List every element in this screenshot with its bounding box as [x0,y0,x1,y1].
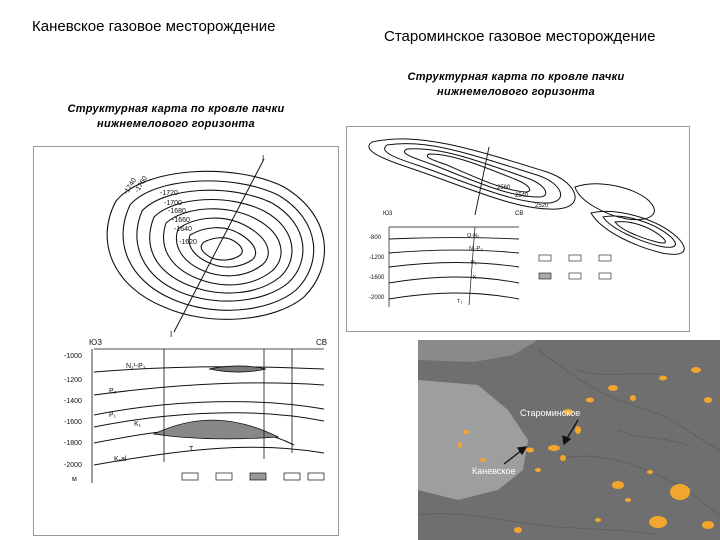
right-title: Староминское газовое месторождение [384,28,656,45]
depth-label: -1200 [369,255,385,261]
section-left-label: Ю3 [383,211,393,217]
section-legend [182,473,324,480]
section-left-label: ЮЗ [89,338,102,347]
depth-label: -1200 [64,377,82,384]
depth-label: -1400 [64,398,82,405]
sea-area [418,380,528,500]
depth-label: -1600 [64,419,82,426]
layer-label: Q-N₂ [467,233,480,239]
contour-label: -1640 [174,226,192,233]
layer-label: K [473,275,477,281]
contour-label: 2520 [535,203,549,209]
right-caption-line1: Структурная карта по кровле пачки [407,71,625,83]
kanevskoe-cross-section [64,338,327,483]
kanevskoe-figure [33,146,339,536]
depth-label: -1600 [369,275,385,281]
sea-area [418,340,538,362]
contour-label: -1760 [133,175,150,195]
section-right-label: СВ [515,211,524,217]
depth-label: -1800 [64,440,82,447]
layer-label: P₂ [471,260,477,266]
map-label-starominskoe: Староминское [520,408,581,418]
layer-label: K₁al [114,456,127,463]
right-caption [396,70,636,100]
layer-label: K₁ [134,421,142,428]
contour-label: -1660 [172,217,190,224]
kanevskoe-structural-map [34,147,338,535]
starominskoe-figure [346,126,690,332]
contour-label: -1720 [160,190,178,197]
profile-line [475,147,489,215]
section-right-label: СВ [316,338,328,347]
kanevskoe-contour-labels [123,175,197,246]
contour-label: 2540 [515,193,529,199]
left-caption [56,102,296,132]
contour-label: -1620 [179,239,197,246]
depth-label: -2000 [369,295,385,301]
layer-label: T₁ [457,299,463,305]
depth-units: м [72,476,77,483]
contour-label: -1700 [164,200,182,207]
contour-label: -1680 [168,208,186,215]
layer-label: N₁-P₃ [469,246,483,252]
layer-label: T [189,446,194,453]
map-shapes [418,340,720,540]
left-title: Каневское газовое месторождение [32,18,276,35]
profile-start-label: I [170,330,173,339]
location-map [418,340,720,540]
section-legend [539,255,611,279]
right-caption-line2: нижнемелового горизонта [437,86,595,98]
layer-label: P₂ [109,388,117,395]
depth-label: -2000 [64,462,82,469]
depth-label: -1000 [64,353,82,360]
contour-label: -1740 [122,177,139,197]
profile-end-label: I [262,154,265,163]
contour-label: 2560 [497,185,511,191]
map-label-kanevskoe: Каневское [472,466,516,476]
starominskoe-structural-map [347,127,689,331]
left-caption-line2: нижнемелового горизонта [97,118,255,130]
depth-label: -800 [369,235,382,241]
layer-label: P₁ [109,412,117,419]
layer-label: N₁¹-P₃ [126,363,146,370]
starominskoe-cross-section [369,211,611,307]
left-caption-line1: Структурная карта по кровле пачки [67,103,285,115]
